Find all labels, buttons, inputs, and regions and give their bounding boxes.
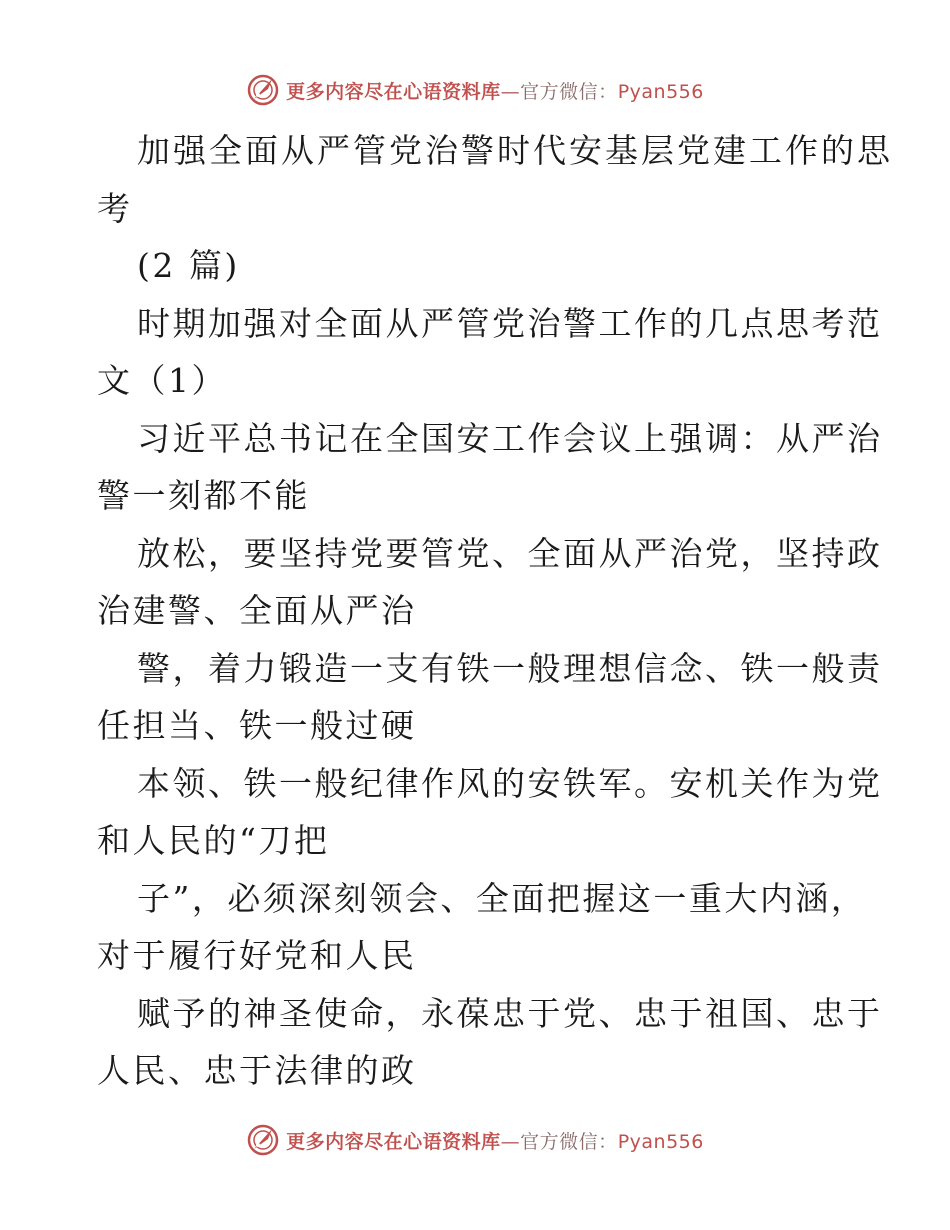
- body-text-line: 习近平总书记在全国安工作会议上强调：从严治: [137, 418, 883, 458]
- body-text-line: 本领、铁一般纪律作风的安铁军。安机关作为党: [137, 763, 883, 803]
- quill-seal-icon: [246, 1123, 280, 1157]
- document-title-line: 加强全面从严管党治警时代安基层党建工作的思: [137, 131, 893, 170]
- watermark-slogan: 更多内容尽在心语资料库: [286, 80, 501, 103]
- watermark-text: [286, 1127, 704, 1154]
- body-text-line: 赋予的神圣使命，永葆忠于党、忠于祖国、忠于: [137, 993, 883, 1033]
- body-text-line: 人民、忠于法律的政: [97, 1051, 417, 1090]
- document-title-line: 考: [97, 188, 133, 228]
- watermark-slogan: 更多内容尽在心语资料库: [286, 1130, 501, 1153]
- body-text-line: 警，着力锻造一支有铁一般理想信念、铁一般责: [137, 648, 883, 688]
- body-text-line: (2 篇): [137, 246, 240, 285]
- body-text-line: 和人民的“刀把: [97, 821, 330, 860]
- body-text-line: 时期加强对全面从严管党治警工作的几点思考范: [137, 303, 883, 343]
- body-text-line: 子”，必须深刻领会、全面把握这一重大内涵，: [137, 878, 867, 918]
- watermark-separator: —: [500, 80, 521, 103]
- body-text-line: 放松，要坚持党要管党、全面从严治党，坚持政: [137, 533, 883, 573]
- body-text-line: 任担当、铁一般过硬: [97, 706, 417, 745]
- watermark-official-label: 官方微信：: [520, 80, 618, 103]
- watermark-official-label: 官方微信：: [520, 1130, 618, 1153]
- body-text-line: 对于履行好党和人民: [97, 936, 417, 975]
- watermark-account: Pyan556: [617, 80, 704, 103]
- body-text-line: 治建警、全面从严治: [97, 591, 417, 630]
- header-watermark: [0, 70, 950, 110]
- footer-watermark: [0, 1120, 950, 1160]
- watermark-text: [286, 77, 704, 104]
- watermark-account: Pyan556: [617, 1130, 704, 1153]
- watermark-separator: —: [500, 1130, 521, 1153]
- document-body: [97, 122, 893, 1100]
- body-text-line: 文（1）: [97, 361, 227, 400]
- quill-seal-icon: [246, 73, 280, 107]
- body-text-line: 警一刻都不能: [97, 476, 310, 515]
